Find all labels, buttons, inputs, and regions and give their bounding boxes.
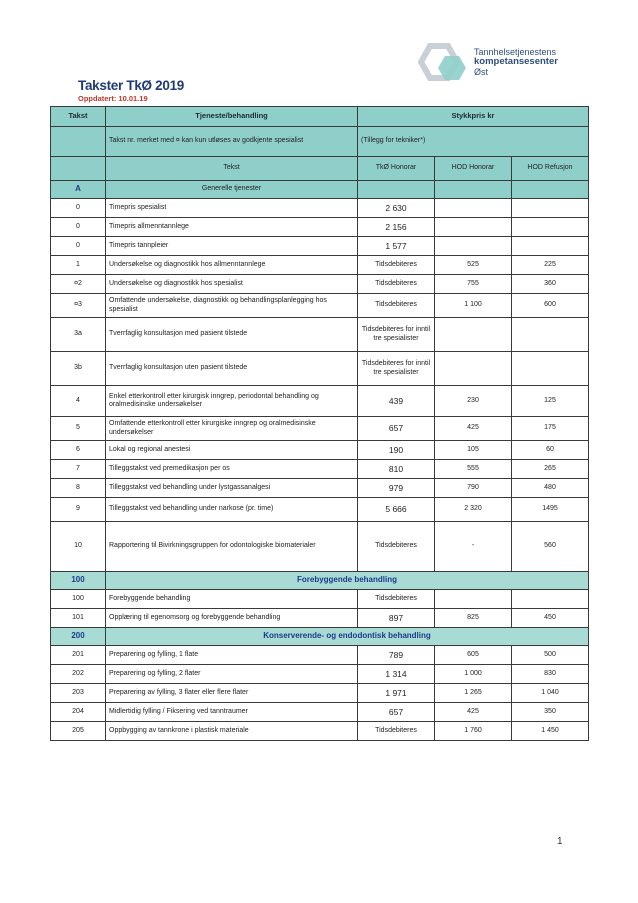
hod-honorar [435,352,512,386]
hod-honorar: 555 [435,460,512,479]
hod-honorar: 1 100 [435,294,512,318]
table-row [51,318,589,352]
tko-honorar: Tidsdebiteres [358,722,435,741]
treatment-text: Tverrfaglig konsultasjon med pasient tilstede [106,318,358,352]
table-row [51,386,589,417]
hexagon-logo-icon [418,42,470,86]
hod-refusjon [512,352,589,386]
updated-date: Oppdatert: 10.01.19 [78,94,148,103]
tko-honorar: Tidsdebiteres [358,590,435,609]
treatment-text: Oppbygging av tannkrone i plastisk materiale [106,722,358,741]
tko-honorar: Tidsdebiteres [358,256,435,275]
colhead-tekst: Tekst [106,157,358,181]
hod-honorar: 605 [435,646,512,665]
hod-refusjon: 560 [512,522,589,572]
hod-refusjon [512,237,589,256]
table-row [51,590,589,609]
hod-honorar: 525 [435,256,512,275]
hod-honorar [435,218,512,237]
tko-honorar: Tidsdebiteres [358,294,435,318]
logo-line-2: kompetansesenter [474,56,558,67]
takst-code: 7 [51,460,106,479]
hod-honorar: 755 [435,275,512,294]
hod-refusjon: 1 450 [512,722,589,741]
hod-refusjon [512,199,589,218]
treatment-text: Omfattende etterkontroll etter kirurgiske inngrep og oralmedisinske undersøkelser [106,417,358,441]
note-row [51,127,589,157]
section-row [51,181,589,199]
takst-code: ¤3 [51,294,106,318]
treatment-text: Timepris allmenntannlege [106,218,358,237]
colhead-hod-honorar: HOD Honorar [435,157,512,181]
hod-refusjon: 450 [512,609,589,628]
header-stykkpris: Stykkpris kr [358,107,589,127]
takst-code: 205 [51,722,106,741]
colhead-tko: TkØ Honorar [358,157,435,181]
hod-refusjon: 350 [512,703,589,722]
hod-honorar [435,318,512,352]
tko-honorar: Tidsdebiteres [358,522,435,572]
treatment-text: Tilleggstakst ved behandling under lystgassanalgesi [106,479,358,498]
takst-code: 9 [51,498,106,522]
tko-honorar: 1 577 [358,237,435,256]
treatment-text: Preparering og fylling, 1 flate [106,646,358,665]
table-row [51,684,589,703]
section-title: Forebyggende behandling [106,572,589,590]
table-row [51,722,589,741]
treatment-text: Lokal og regional anestesi [106,441,358,460]
section-title: Konserverende- og endodontisk behandling [106,628,589,646]
hod-refusjon [512,590,589,609]
treatment-text: Omfattende undersøkelse, diagnostikk og behandlingsplanlegging hos spesialist [106,294,358,318]
treatment-text: Preparering av fylling, 3 flater eller flere flater [106,684,358,703]
hod-honorar: - [435,522,512,572]
treatment-text: Preparering og fylling, 2 flater [106,665,358,684]
table-row [51,441,589,460]
section-empty-cell [435,181,512,199]
treatment-text: Opplæring til egenomsorg og forebyggende behandling [106,609,358,628]
treatment-text: Forebyggende behandling [106,590,358,609]
hod-honorar: 425 [435,703,512,722]
table-row [51,479,589,498]
note-text: Takst nr. merket med ¤ kan kun utløses av godkjente spesialist [106,127,358,157]
document-title: Takster TkØ 2019 [78,78,185,93]
table-row [51,460,589,479]
section-code: A [51,181,106,199]
tko-honorar: 190 [358,441,435,460]
tko-honorar: 439 [358,386,435,417]
treatment-text: Midlertidig fylling / Fiksering ved tanntraumer [106,703,358,722]
hod-honorar: 2 320 [435,498,512,522]
hod-honorar: 1 000 [435,665,512,684]
table-row [51,522,589,572]
tko-honorar: 2 156 [358,218,435,237]
note-empty-cell [51,127,106,157]
hod-refusjon: 360 [512,275,589,294]
hod-honorar: 1 760 [435,722,512,741]
takst-code: 204 [51,703,106,722]
price-table [50,106,589,741]
hod-refusjon: 500 [512,646,589,665]
takst-code: 0 [51,237,106,256]
logo-line-1: Tannhelsetjenestens [474,47,557,57]
page-number: 1 [557,836,563,847]
hod-honorar [435,199,512,218]
hod-refusjon [512,218,589,237]
table-row [51,665,589,684]
table-header-row [51,107,589,127]
table-row [51,237,589,256]
tko-honorar: 810 [358,460,435,479]
takst-code: 101 [51,609,106,628]
hod-refusjon: 225 [512,256,589,275]
hod-honorar: 230 [435,386,512,417]
table-row [51,703,589,722]
section-code: 200 [51,628,106,646]
tko-honorar: 897 [358,609,435,628]
takst-code: 100 [51,590,106,609]
hod-refusjon: 125 [512,386,589,417]
treatment-text: Timepris spesialist [106,199,358,218]
treatment-text: Tverrfaglig konsultasjon uten pasient tilstede [106,352,358,386]
hod-honorar [435,237,512,256]
tko-honorar: Tidsdebiteres for inntil tre spesialister [358,352,435,386]
table-row [51,199,589,218]
table-row [51,218,589,237]
hod-refusjon: 1 040 [512,684,589,703]
treatment-text: Undersøkelse og diagnostikk hos spesialist [106,275,358,294]
takst-code: 10 [51,522,106,572]
takst-code: 0 [51,199,106,218]
takst-code: 3a [51,318,106,352]
tko-honorar: 979 [358,479,435,498]
takst-code: 0 [51,218,106,237]
hod-refusjon: 265 [512,460,589,479]
header-tjeneste: Tjeneste/behandling [106,107,358,127]
hod-refusjon: 600 [512,294,589,318]
hod-honorar: 105 [435,441,512,460]
takst-code: 3b [51,352,106,386]
hod-honorar: 790 [435,479,512,498]
treatment-text: Undersøkelse og diagnostikk hos allmenntannlege [106,256,358,275]
takst-code: 201 [51,646,106,665]
table-row [51,256,589,275]
treatment-text: Tilleggstakst ved behandling under narkose (pr. time) [106,498,358,522]
treatment-text: Tilleggstakst ved premedikasjon per os [106,460,358,479]
table-row [51,646,589,665]
table-row [51,275,589,294]
hod-honorar: 825 [435,609,512,628]
tko-honorar: Tidsdebiteres for inntil tre spesialister [358,318,435,352]
hod-refusjon: 1495 [512,498,589,522]
tko-logo [418,40,588,90]
tko-honorar: 1 314 [358,665,435,684]
takst-code: 203 [51,684,106,703]
takst-code: 202 [51,665,106,684]
tko-honorar: 5 666 [358,498,435,522]
takst-code: 8 [51,479,106,498]
section-code: 100 [51,572,106,590]
tko-honorar: 789 [358,646,435,665]
table-row [51,609,589,628]
section-row [51,572,589,590]
hod-refusjon: 175 [512,417,589,441]
takst-code: 1 [51,256,106,275]
section-row [51,628,589,646]
takst-code: ¤2 [51,275,106,294]
hod-honorar: 425 [435,417,512,441]
hod-honorar [435,590,512,609]
hod-refusjon: 830 [512,665,589,684]
tko-honorar: 2 630 [358,199,435,218]
hod-honorar: 1 265 [435,684,512,703]
colhead-hod-refusjon: HOD Refusjon [512,157,589,181]
section-empty-cell [358,181,435,199]
header-takst: Takst [51,107,106,127]
tko-honorar: 657 [358,703,435,722]
section-title: Generelle tjenester [106,181,358,199]
note-tillegg: (Tillegg for tekniker*) [358,127,589,157]
section-empty-cell [512,181,589,199]
hod-refusjon [512,318,589,352]
takst-code: 4 [51,386,106,417]
tko-honorar: 1 971 [358,684,435,703]
column-heads-row [51,157,589,181]
logo-line-3: Øst [474,67,489,77]
treatment-text: Enkel etterkontroll etter kirurgisk inngrep, periodontal behandling og oralmedisinske undersøkelser [106,386,358,417]
table-row [51,498,589,522]
treatment-text: Timepris tannpleier [106,237,358,256]
treatment-text: Rapportering til Bivirkningsgruppen for odontologiske biomaterialer [106,522,358,572]
hod-refusjon: 60 [512,441,589,460]
colhead-empty-cell [51,157,106,181]
tko-honorar: Tidsdebiteres [358,275,435,294]
table-row [51,294,589,318]
table-row [51,352,589,386]
takst-code: 6 [51,441,106,460]
table-row [51,417,589,441]
takst-code: 5 [51,417,106,441]
hod-refusjon: 480 [512,479,589,498]
tko-honorar: 657 [358,417,435,441]
